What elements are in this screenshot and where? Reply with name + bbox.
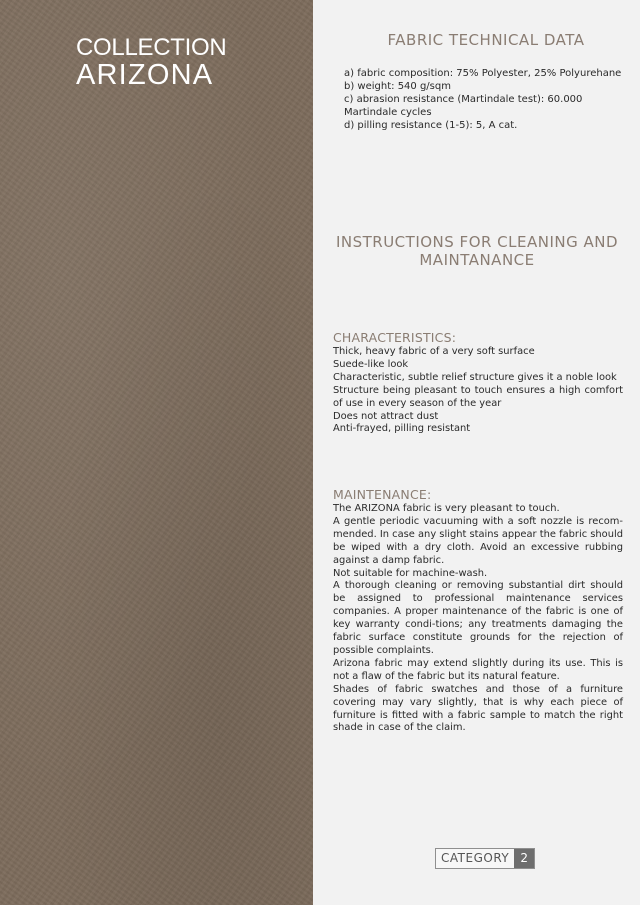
characteristic-line: Does not attract dust <box>333 410 439 422</box>
category-number: 2 <box>514 849 534 868</box>
category-badge <box>435 848 535 869</box>
maintenance-title: MAINTENANCE: <box>333 487 432 502</box>
characteristics-title: CHARACTERISTICS: <box>333 330 457 345</box>
maintenance-paragraph: Arizona fabric may extend slightly during its use. This is not a flaw of the fabric but its natural feature. <box>333 657 623 682</box>
category-label: CATEGORY <box>441 851 510 865</box>
fabric-swatch-image <box>0 0 313 905</box>
maintenance-paragraph: The ARIZONA fabric is very pleasant to touch. <box>333 503 560 514</box>
maintenance-section <box>333 488 623 735</box>
tech-item-weight: b) weight: 540 g/sqm <box>344 81 451 92</box>
maintenance-paragraph: Shades of fabric swatches and those of a furniture covering may vary slightly, that is why each piece of furniture is fitted with a fabric sample to match the right shade in case of the claim. <box>333 683 623 734</box>
collection-name: ARIZONA <box>76 59 214 91</box>
characteristic-line: Characteristic, subtle relief structure gives it a noble look <box>333 371 617 383</box>
characteristic-line: Suede-like look <box>333 358 409 370</box>
maintenance-paragraph: Not suitable for machine-wash. <box>333 567 488 579</box>
characteristic-line: Anti-frayed, pilling resistant <box>333 423 471 435</box>
characteristics-section <box>333 331 623 436</box>
tech-item-abrasion: c) abrasion resistance (Martindale test): 60.000 Martindale cycles <box>344 94 583 118</box>
characteristic-line: Thick, heavy fabric of a very soft surface <box>333 346 535 357</box>
collection-label: COLLECTION <box>76 34 227 61</box>
tech-item-composition: a) fabric composition: 75% Polyester, 25% Polyurehane <box>344 68 622 79</box>
maintenance-paragraph: A gentle periodic vacuuming with a soft nozzle is recom-mended. In case any slight stains appear the fabric should be wiped with a dry cloth. Avoid an excessive rubbing against a damp fabric. <box>333 515 623 566</box>
tech-item-pilling: d) pilling resistance (1-5): 5, A cat. <box>344 120 518 131</box>
info-panel <box>313 0 640 905</box>
collection-heading <box>76 36 226 90</box>
technical-data-list <box>344 67 626 132</box>
technical-data-title: FABRIC TECHNICAL DATA <box>387 31 585 49</box>
characteristic-line: Structure being pleasant to touch ensures a high comfort of use in every season of the year <box>333 384 623 409</box>
cleaning-instructions-title: INSTRUCTIONS FOR CLEANING AND MAINTANANCE <box>335 233 619 269</box>
maintenance-paragraph: A thorough cleaning or removing substantial dirt should be assigned to professional maintenance services companies. A proper maintenance of the fabric is one of key warranty condi-tions; any treatments damaging the fabric surface constitute grounds for the rejection of possible complaints. <box>333 580 623 656</box>
